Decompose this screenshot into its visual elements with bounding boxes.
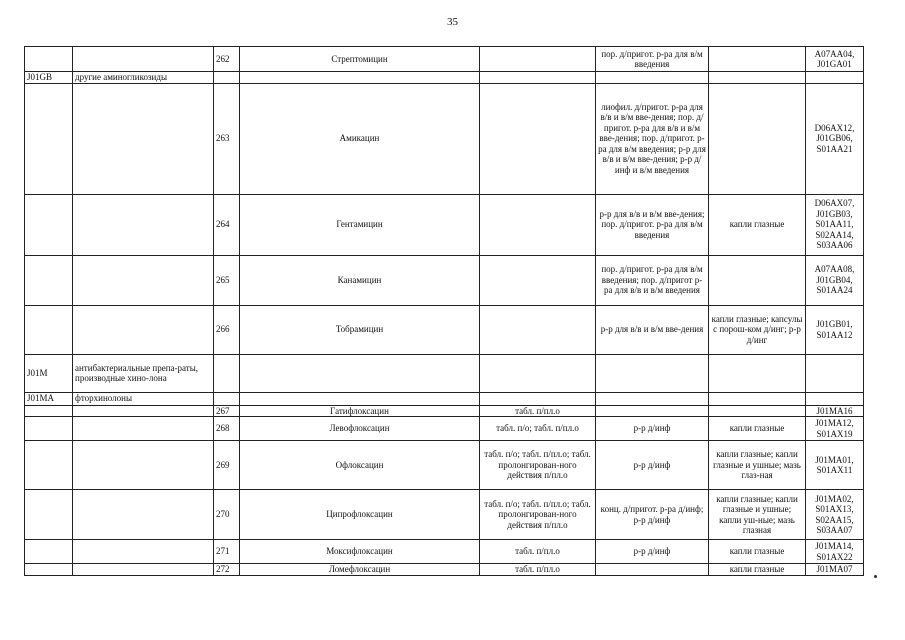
tablet-forms-cell: [480, 47, 596, 72]
injection-forms-cell: пор. д/пригот. р-ра для в/м введения; пор. д/пригот р-ра для в/в и в/м введения: [596, 255, 709, 305]
atc-group-name-cell: другие аминогликозиды: [73, 72, 214, 84]
row-number-cell: 262: [214, 47, 240, 72]
injection-forms-cell: конц. д/пригот. р-ра д/инф; р-р д/инф: [596, 490, 709, 540]
atc-group-code-cell: [25, 540, 73, 564]
injection-forms-cell: [596, 72, 709, 84]
drug-name-cell: Офлоксацин: [240, 441, 480, 490]
tablet-forms-cell: [480, 392, 596, 405]
tablet-forms-cell: [480, 255, 596, 305]
drug-name-cell: Моксифлоксацин: [240, 540, 480, 564]
atc-group-name-cell: [73, 417, 214, 441]
drug-row: [25, 305, 864, 354]
drug-name-cell: Тобрамицин: [240, 305, 480, 354]
atc-code-cell: [806, 72, 864, 84]
other-forms-cell: [709, 392, 806, 405]
drug-row: [25, 83, 864, 194]
injection-forms-cell: р-р д/инф: [596, 441, 709, 490]
atc-code-cell: J01MA14, S01AX22: [806, 540, 864, 564]
injection-forms-cell: р-р для в/в и в/м вве-дения; пор. д/пригот. р-ра для в/м введения: [596, 194, 709, 255]
atc-code-cell: J01MA16: [806, 405, 864, 417]
drug-name-cell: [240, 354, 480, 392]
atc-group-code-cell: J01MA: [25, 392, 73, 405]
drug-name-cell: Гентамицин: [240, 194, 480, 255]
drug-row: [25, 417, 864, 441]
atc-group-name-cell: [73, 405, 214, 417]
atc-group-name-cell: [73, 540, 214, 564]
atc-group-code-cell: [25, 194, 73, 255]
drug-name-cell: [240, 72, 480, 84]
atc-code-cell: J01MA01, S01AX11: [806, 441, 864, 490]
tablet-forms-cell: [480, 354, 596, 392]
other-forms-cell: [709, 72, 806, 84]
injection-forms-cell: [596, 392, 709, 405]
group-row: [25, 354, 864, 392]
drug-row: [25, 441, 864, 490]
injection-forms-cell: р-р д/инф: [596, 540, 709, 564]
atc-group-code-cell: [25, 83, 73, 194]
drug-row: [25, 490, 864, 540]
other-forms-cell: [709, 405, 806, 417]
page-number: 35: [447, 16, 458, 28]
drug-name-cell: Стрептомицин: [240, 47, 480, 72]
atc-code-cell: A07AA04, J01GA01: [806, 47, 864, 72]
atc-group-code-cell: J01GB: [25, 72, 73, 84]
page-mark: [874, 575, 877, 578]
tablet-forms-cell: табл. п/пл.о: [480, 405, 596, 417]
injection-forms-cell: [596, 354, 709, 392]
other-forms-cell: капли глазные; капсулы с порош-ком д/инг; р-р д/инг: [709, 305, 806, 354]
atc-code-cell: [806, 354, 864, 392]
injection-forms-cell: [596, 405, 709, 417]
row-number-cell: 269: [214, 441, 240, 490]
drug-row: [25, 47, 864, 72]
atc-group-code-cell: [25, 441, 73, 490]
row-number-cell: 270: [214, 490, 240, 540]
atc-code-cell: J01MA02, S01AX13, S02AA15, S03AA07: [806, 490, 864, 540]
drug-name-cell: Амикацин: [240, 83, 480, 194]
atc-group-name-cell: [73, 47, 214, 72]
atc-code-cell: D06AX07, J01GB03, S01AA11, S02AA14, S03AA06: [806, 194, 864, 255]
tablet-forms-cell: [480, 83, 596, 194]
other-forms-cell: капли глазные: [709, 540, 806, 564]
tablet-forms-cell: табл. п/пл.о: [480, 564, 596, 576]
group-row: [25, 392, 864, 405]
row-number-cell: [214, 354, 240, 392]
atc-group-code-cell: [25, 417, 73, 441]
atc-code-cell: J01MA07: [806, 564, 864, 576]
drug-name-cell: [240, 392, 480, 405]
row-number-cell: 265: [214, 255, 240, 305]
drug-row: [25, 255, 864, 305]
row-number-cell: [214, 72, 240, 84]
injection-forms-cell: р-р д/инф: [596, 417, 709, 441]
group-row: [25, 72, 864, 84]
row-number-cell: 271: [214, 540, 240, 564]
drug-name-cell: Ломефлоксацин: [240, 564, 480, 576]
tablet-forms-cell: [480, 305, 596, 354]
atc-code-cell: A07AA08, J01GB04, S01AA24: [806, 255, 864, 305]
row-number-cell: 267: [214, 405, 240, 417]
drug-name-cell: Канамицин: [240, 255, 480, 305]
other-forms-cell: капли глазные; капли глазные и ушные; капли уш-ные; мазь глазная: [709, 490, 806, 540]
atc-group-name-cell: фторхинолоны: [73, 392, 214, 405]
atc-group-name-cell: [73, 441, 214, 490]
drug-name-cell: Ципрофлоксацин: [240, 490, 480, 540]
row-number-cell: 268: [214, 417, 240, 441]
atc-group-name-cell: [73, 255, 214, 305]
drug-row: [25, 194, 864, 255]
other-forms-cell: капли глазные: [709, 417, 806, 441]
injection-forms-cell: пор. д/пригот. р-ра для в/м введения: [596, 47, 709, 72]
drug-row: [25, 540, 864, 564]
atc-code-cell: D06AX12, J01GB06, S01AA21: [806, 83, 864, 194]
atc-code-cell: J01GB01, S01AA12: [806, 305, 864, 354]
atc-group-code-cell: [25, 405, 73, 417]
other-forms-cell: [709, 47, 806, 72]
drug-name-cell: Левофлоксацин: [240, 417, 480, 441]
injection-forms-cell: [596, 564, 709, 576]
tablet-forms-cell: табл. п/о; табл. п/пл.о: [480, 417, 596, 441]
atc-group-name-cell: [73, 83, 214, 194]
tablet-forms-cell: [480, 72, 596, 84]
atc-group-code-cell: [25, 490, 73, 540]
atc-group-name-cell: [73, 490, 214, 540]
atc-group-name-cell: [73, 194, 214, 255]
atc-code-cell: J01MA12, S01AX19: [806, 417, 864, 441]
atc-group-name-cell: антибактериальные препа-раты, производные хино-лона: [73, 354, 214, 392]
atc-group-code-cell: J01M: [25, 354, 73, 392]
other-forms-cell: капли глазные: [709, 194, 806, 255]
atc-group-code-cell: [25, 564, 73, 576]
atc-group-code-cell: [25, 47, 73, 72]
row-number-cell: [214, 392, 240, 405]
injection-forms-cell: лиофил. д/пригот. р-ра для в/в и в/м вве-дения; пор. д/пригот. р-ра для в/в и в/м вве-дения; пор. д/пригот. р-ра для в/м введения; р-р для в/в и в/м вве-дения; р-р д/инф и в/м введения: [596, 83, 709, 194]
atc-group-code-cell: [25, 305, 73, 354]
row-number-cell: 263: [214, 83, 240, 194]
other-forms-cell: капли глазные: [709, 564, 806, 576]
other-forms-cell: капли глазные; капли глазные и ушные; мазь глаз-ная: [709, 441, 806, 490]
atc-code-cell: [806, 392, 864, 405]
atc-group-name-cell: [73, 305, 214, 354]
other-forms-cell: [709, 83, 806, 194]
tablet-forms-cell: [480, 194, 596, 255]
row-number-cell: 272: [214, 564, 240, 576]
drug-name-cell: Гатифлоксацин: [240, 405, 480, 417]
other-forms-cell: [709, 354, 806, 392]
tablet-forms-cell: табл. п/о; табл. п/пл.о; табл. пролонгирован-ного действия п/пл.о: [480, 441, 596, 490]
atc-group-name-cell: [73, 564, 214, 576]
other-forms-cell: [709, 255, 806, 305]
medicines-table: [24, 46, 864, 576]
drug-row: [25, 564, 864, 576]
row-number-cell: 264: [214, 194, 240, 255]
tablet-forms-cell: табл. п/пл.о: [480, 540, 596, 564]
drug-row: [25, 405, 864, 417]
row-number-cell: 266: [214, 305, 240, 354]
tablet-forms-cell: табл. п/о; табл. п/пл.о; табл. пролонгирован-ного действия п/пл.о: [480, 490, 596, 540]
injection-forms-cell: р-р для в/в и в/м вве-дения: [596, 305, 709, 354]
atc-group-code-cell: [25, 255, 73, 305]
